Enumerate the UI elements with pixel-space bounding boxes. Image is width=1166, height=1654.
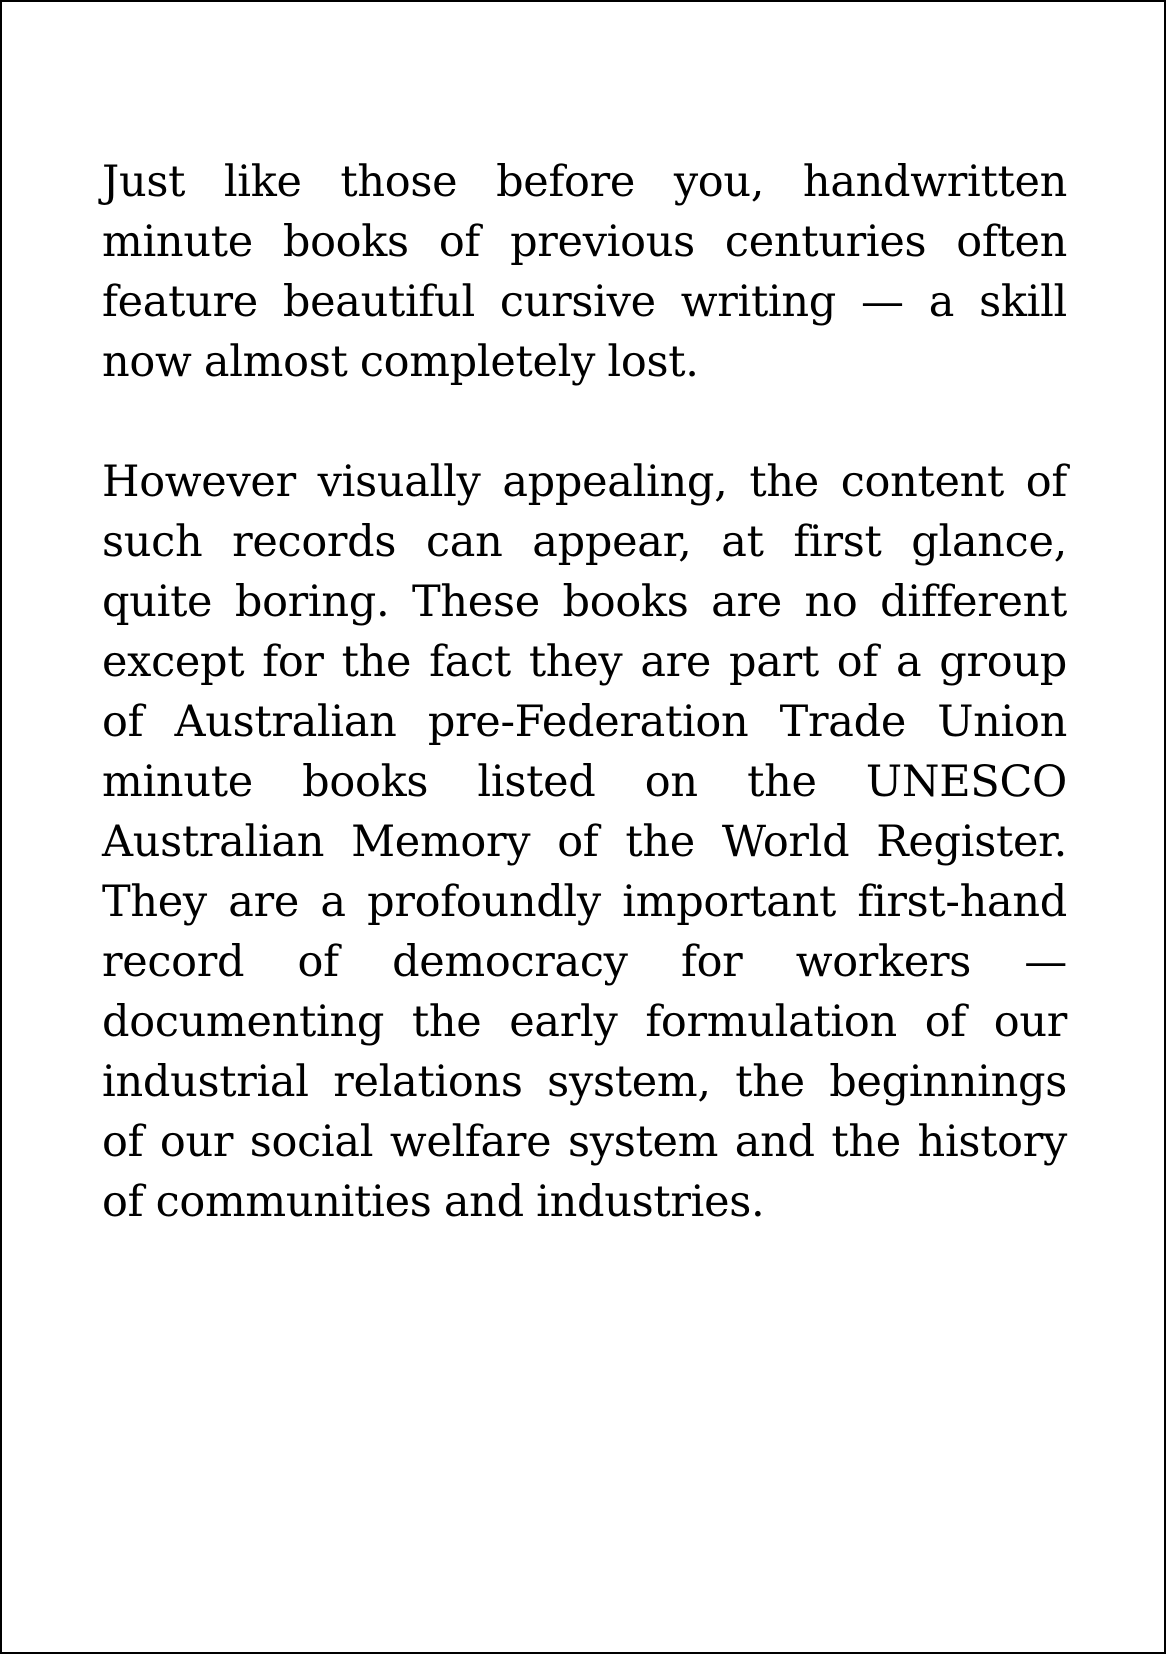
body-text: [102, 152, 1067, 1232]
paragraph-significance: However visually appealing, the content of such records can appear, at first glance, quite boring. These books are no different except for the fact they are part of a group of Australian pre-Federation Trade Union minute books listed on the UNESCO Australian Memory of the World Register. They are a profoundly important first-hand record of democracy for workers — documenting the early formulation of our industrial relations system, the beginnings of our social welfare system and the history of communities and industries.: [102, 457, 1067, 1227]
paragraph-intro: Just like those before you, handwritten minute books of previous centuries often feature beautiful cursive writing — a skill now almost completely lost.: [102, 157, 1067, 387]
